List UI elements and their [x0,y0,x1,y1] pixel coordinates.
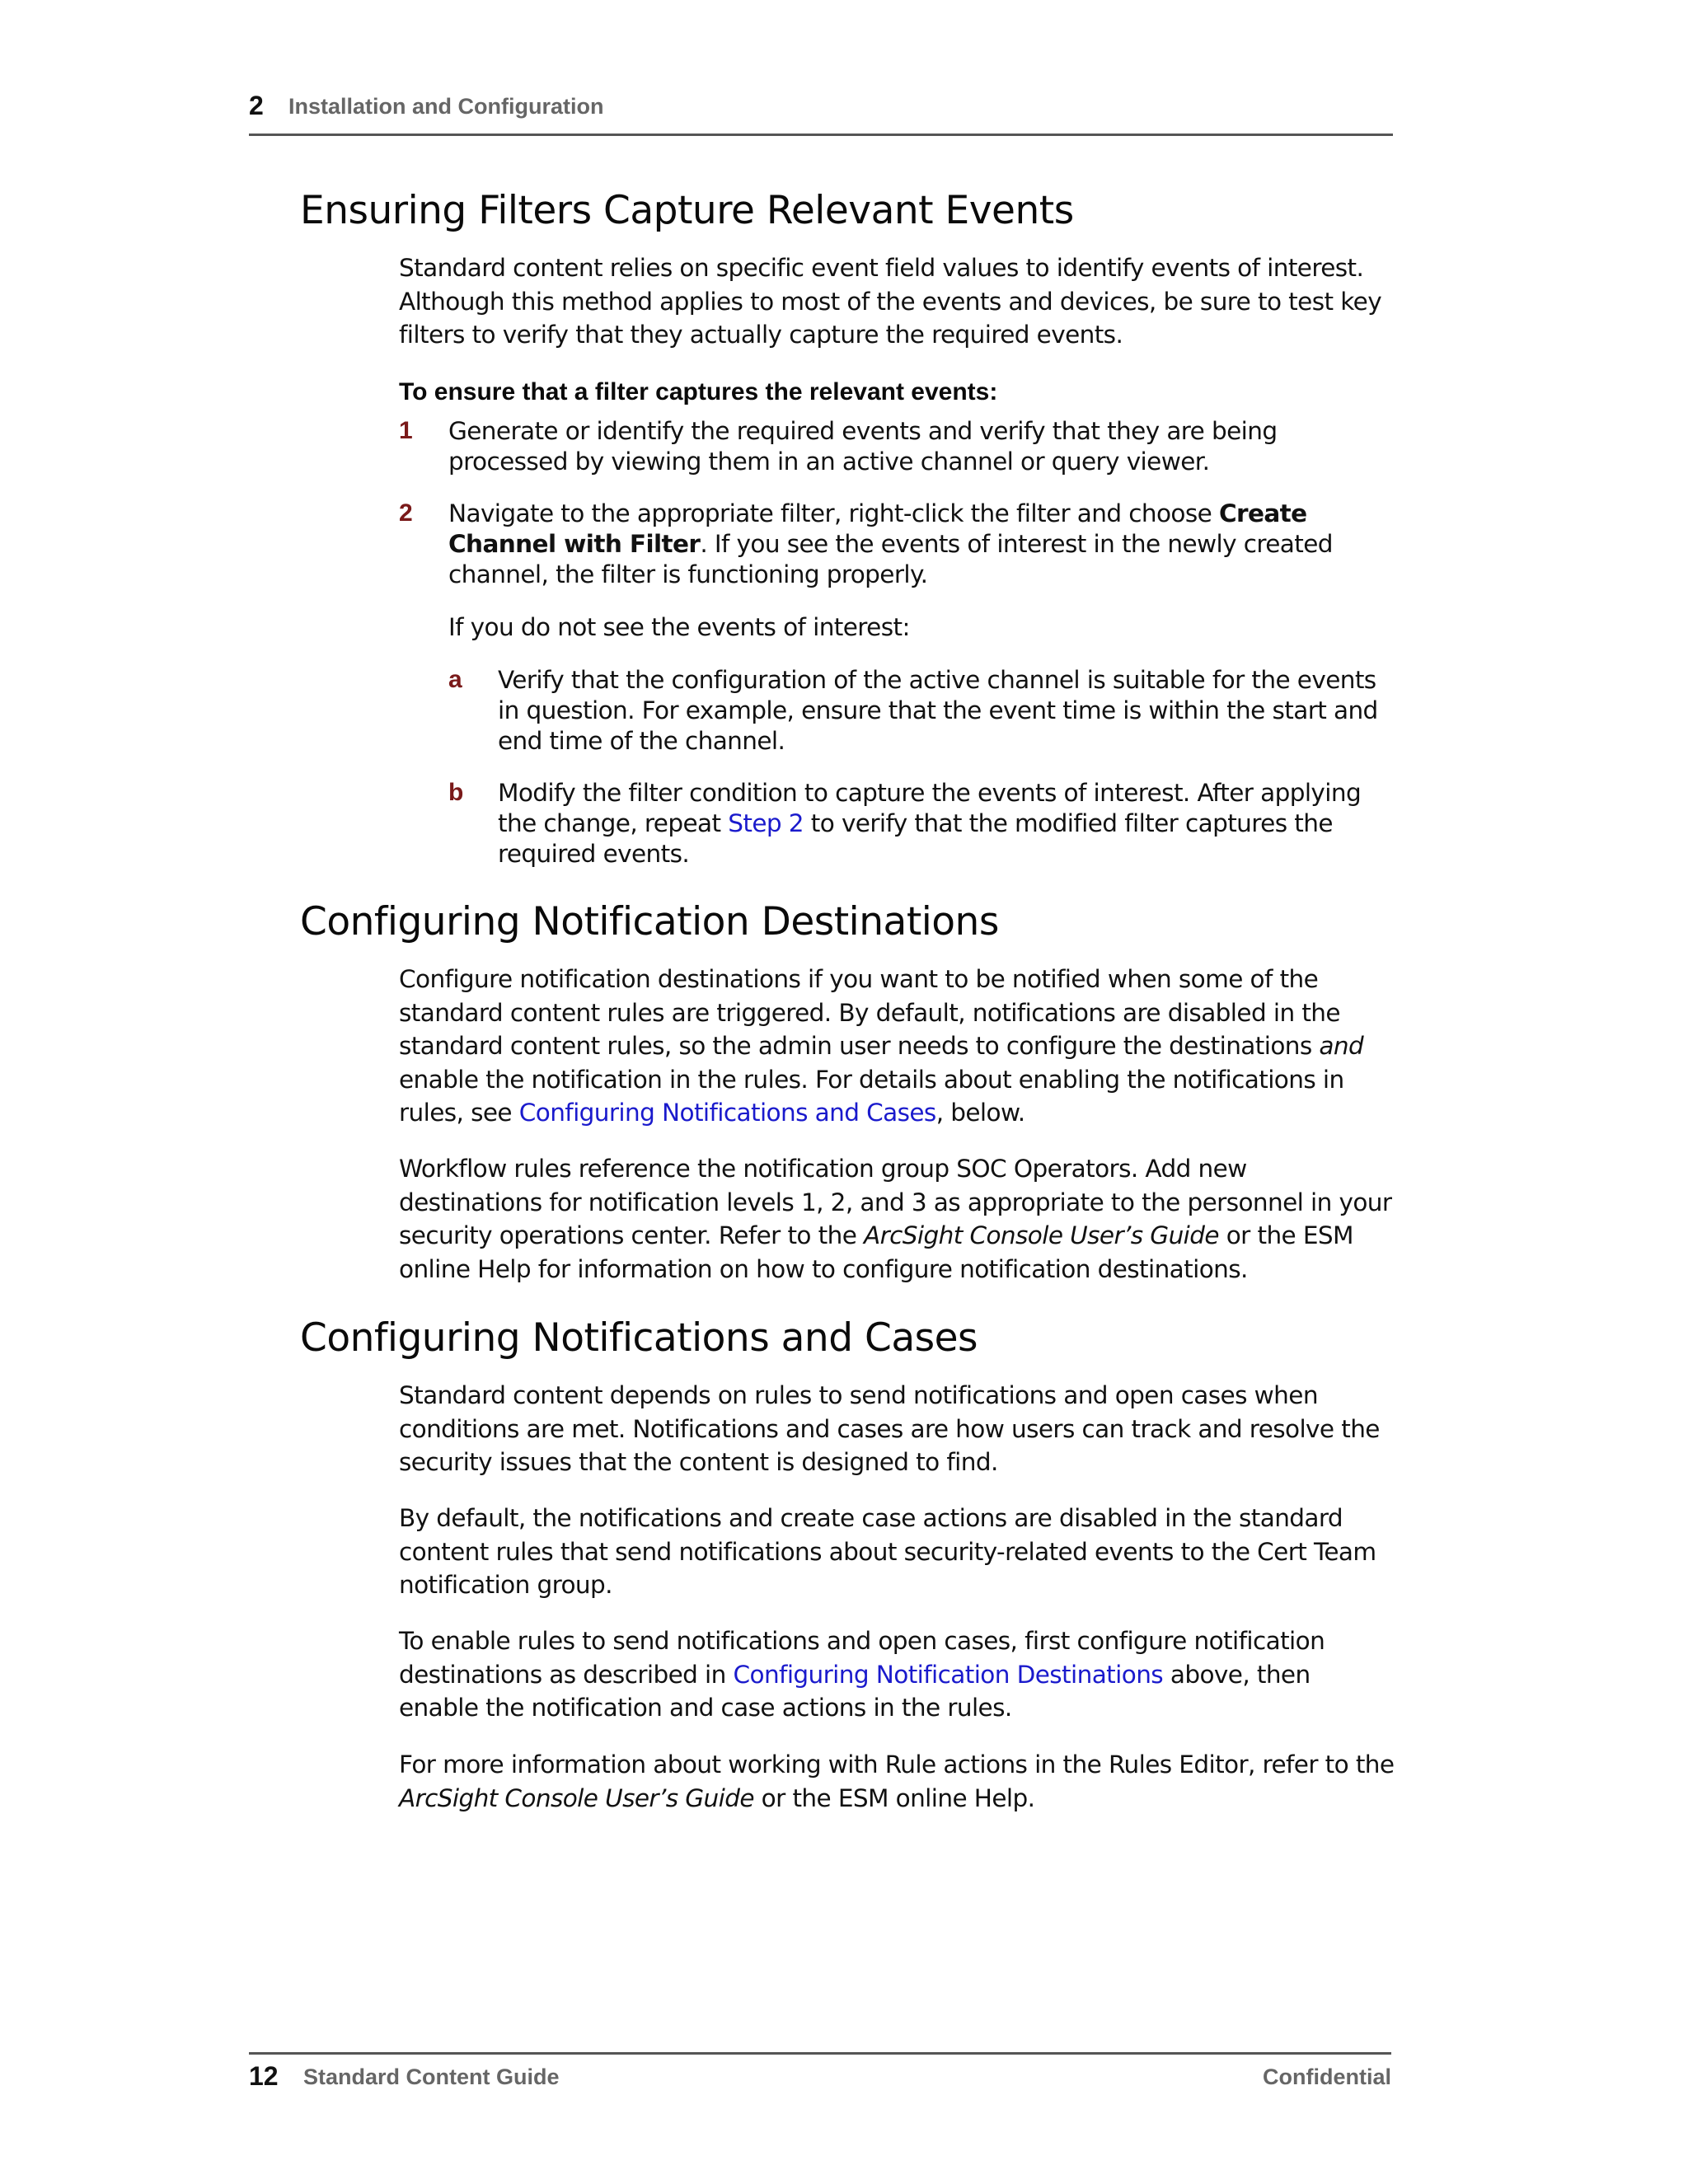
paragraph-part: , below. [935,1099,1025,1127]
section1-intro [399,251,1396,352]
book-title: ArcSight Console User’s Guide [399,1783,754,1812]
page-number: 12 [249,2061,279,2091]
section2-paragraph-1 [399,963,1396,1130]
configuring-notification-destinations-link[interactable]: Configuring Notification Destinations [733,1660,1164,1689]
step-followup: If you do not see the events of interest: [448,613,910,641]
substep-text-part: to verify that the modified filter captures the required events. [498,809,1333,868]
substep-letter: b [448,779,464,806]
paragraph-part: or the ESM online Help for information on how to configure notification destinations. [399,1221,1353,1283]
substep-text [498,778,1396,869]
section3-paragraph-4 [399,1748,1396,1815]
chapter-number: 2 [249,91,264,120]
paragraph: Standard content relies on specific event field values to identify events of interest. Although this method applies to most of the events and devices, be sure to test key filters to verify that they actually capture the required events. [399,254,1382,349]
configuring-notifications-link[interactable]: Configuring Notifications and Cases [518,1099,936,1127]
paragraph-part: Workflow rules reference the notification group SOC Operators. Add new destinations for notification levels 1, 2, and 3 as appropriate to the personnel in your security operations center. Refer to the [399,1155,1392,1249]
substep-text: Verify that the configuration of the active channel is suitable for the events in question. For example, ensure that the event time is within the start and end time of the channel. [498,666,1378,755]
page-header [249,91,1393,136]
confidentiality-label: Confidential [1263,2064,1391,2089]
section-heading-ensuring-filters: Ensuring Filters Capture Relevant Events [300,188,1074,233]
ui-command-label: Create Channel with Filter [448,499,1307,558]
step-text-part: . If you see the events of interest in the newly created channel, the filter is functioning properly. [448,530,1333,588]
section-heading-notifications-cases: Configuring Notifications and Cases [300,1315,978,1361]
step-text-part: Navigate to the appropriate filter, right-click the filter and choose [448,499,1219,527]
substep-letter: a [448,666,462,693]
section3-paragraph-2 [399,1502,1396,1602]
chapter-title: Installation and Configuration [288,94,604,119]
paragraph [399,963,1396,1130]
paragraph-part: To enable rules to send notifications and open cases, first configure notification destinations as described in [399,1627,1325,1689]
paragraph-part: above, then enable the notification and case actions in the rules. [399,1660,1311,1722]
emphasis: and [1319,1032,1364,1060]
document-title: Standard Content Guide [303,2064,560,2089]
step-number: 1 [399,417,413,444]
section3-paragraph-1 [399,1379,1396,1479]
step-text: Generate or identify the required events and verify that they are being processed by viewing them in an active channel or query viewer. [448,417,1278,476]
paragraph-part: Configure notification destinations if you want to be notified when some of the standard content rules are triggered. By default, notifications are disabled in the standard content rules, so the admin user needs to configure the destinations [399,965,1340,1060]
substep-text-part: Modify the filter condition to capture the events of interest. After applying the change, repeat [498,779,1362,837]
page-footer [249,2052,1391,2091]
procedure-title: To ensure that a filter captures the relevant events: [399,378,998,405]
paragraph [399,1152,1396,1286]
paragraph [399,1624,1396,1725]
section2-paragraph-2 [399,1152,1396,1286]
paragraph-part: enable the notification in the rules. For details about enabling the notifications in rules, see [399,1065,1344,1127]
paragraph [399,1748,1396,1815]
step-text [448,499,1396,590]
paragraph-part: For more information about working with Rule actions in the Rules Editor, refer to the [399,1750,1395,1779]
step-2-link[interactable]: Step 2 [728,809,804,837]
section-heading-notification-destinations: Configuring Notification Destinations [300,899,999,944]
step-number: 2 [399,499,413,527]
paragraph-part: or the ESM online Help. [753,1783,1035,1812]
section3-paragraph-3 [399,1624,1396,1725]
paragraph: Standard content depends on rules to send notifications and open cases when conditions are met. Notifications and cases are how users can track and resolve the security issues that the content is designed to find. [399,1381,1380,1476]
paragraph: By default, the notifications and create case actions are disabled in the standard content rules that send notifications about security-related events to the Cert Team notification group. [399,1504,1376,1599]
book-title: ArcSight Console User’s Guide [864,1221,1219,1249]
